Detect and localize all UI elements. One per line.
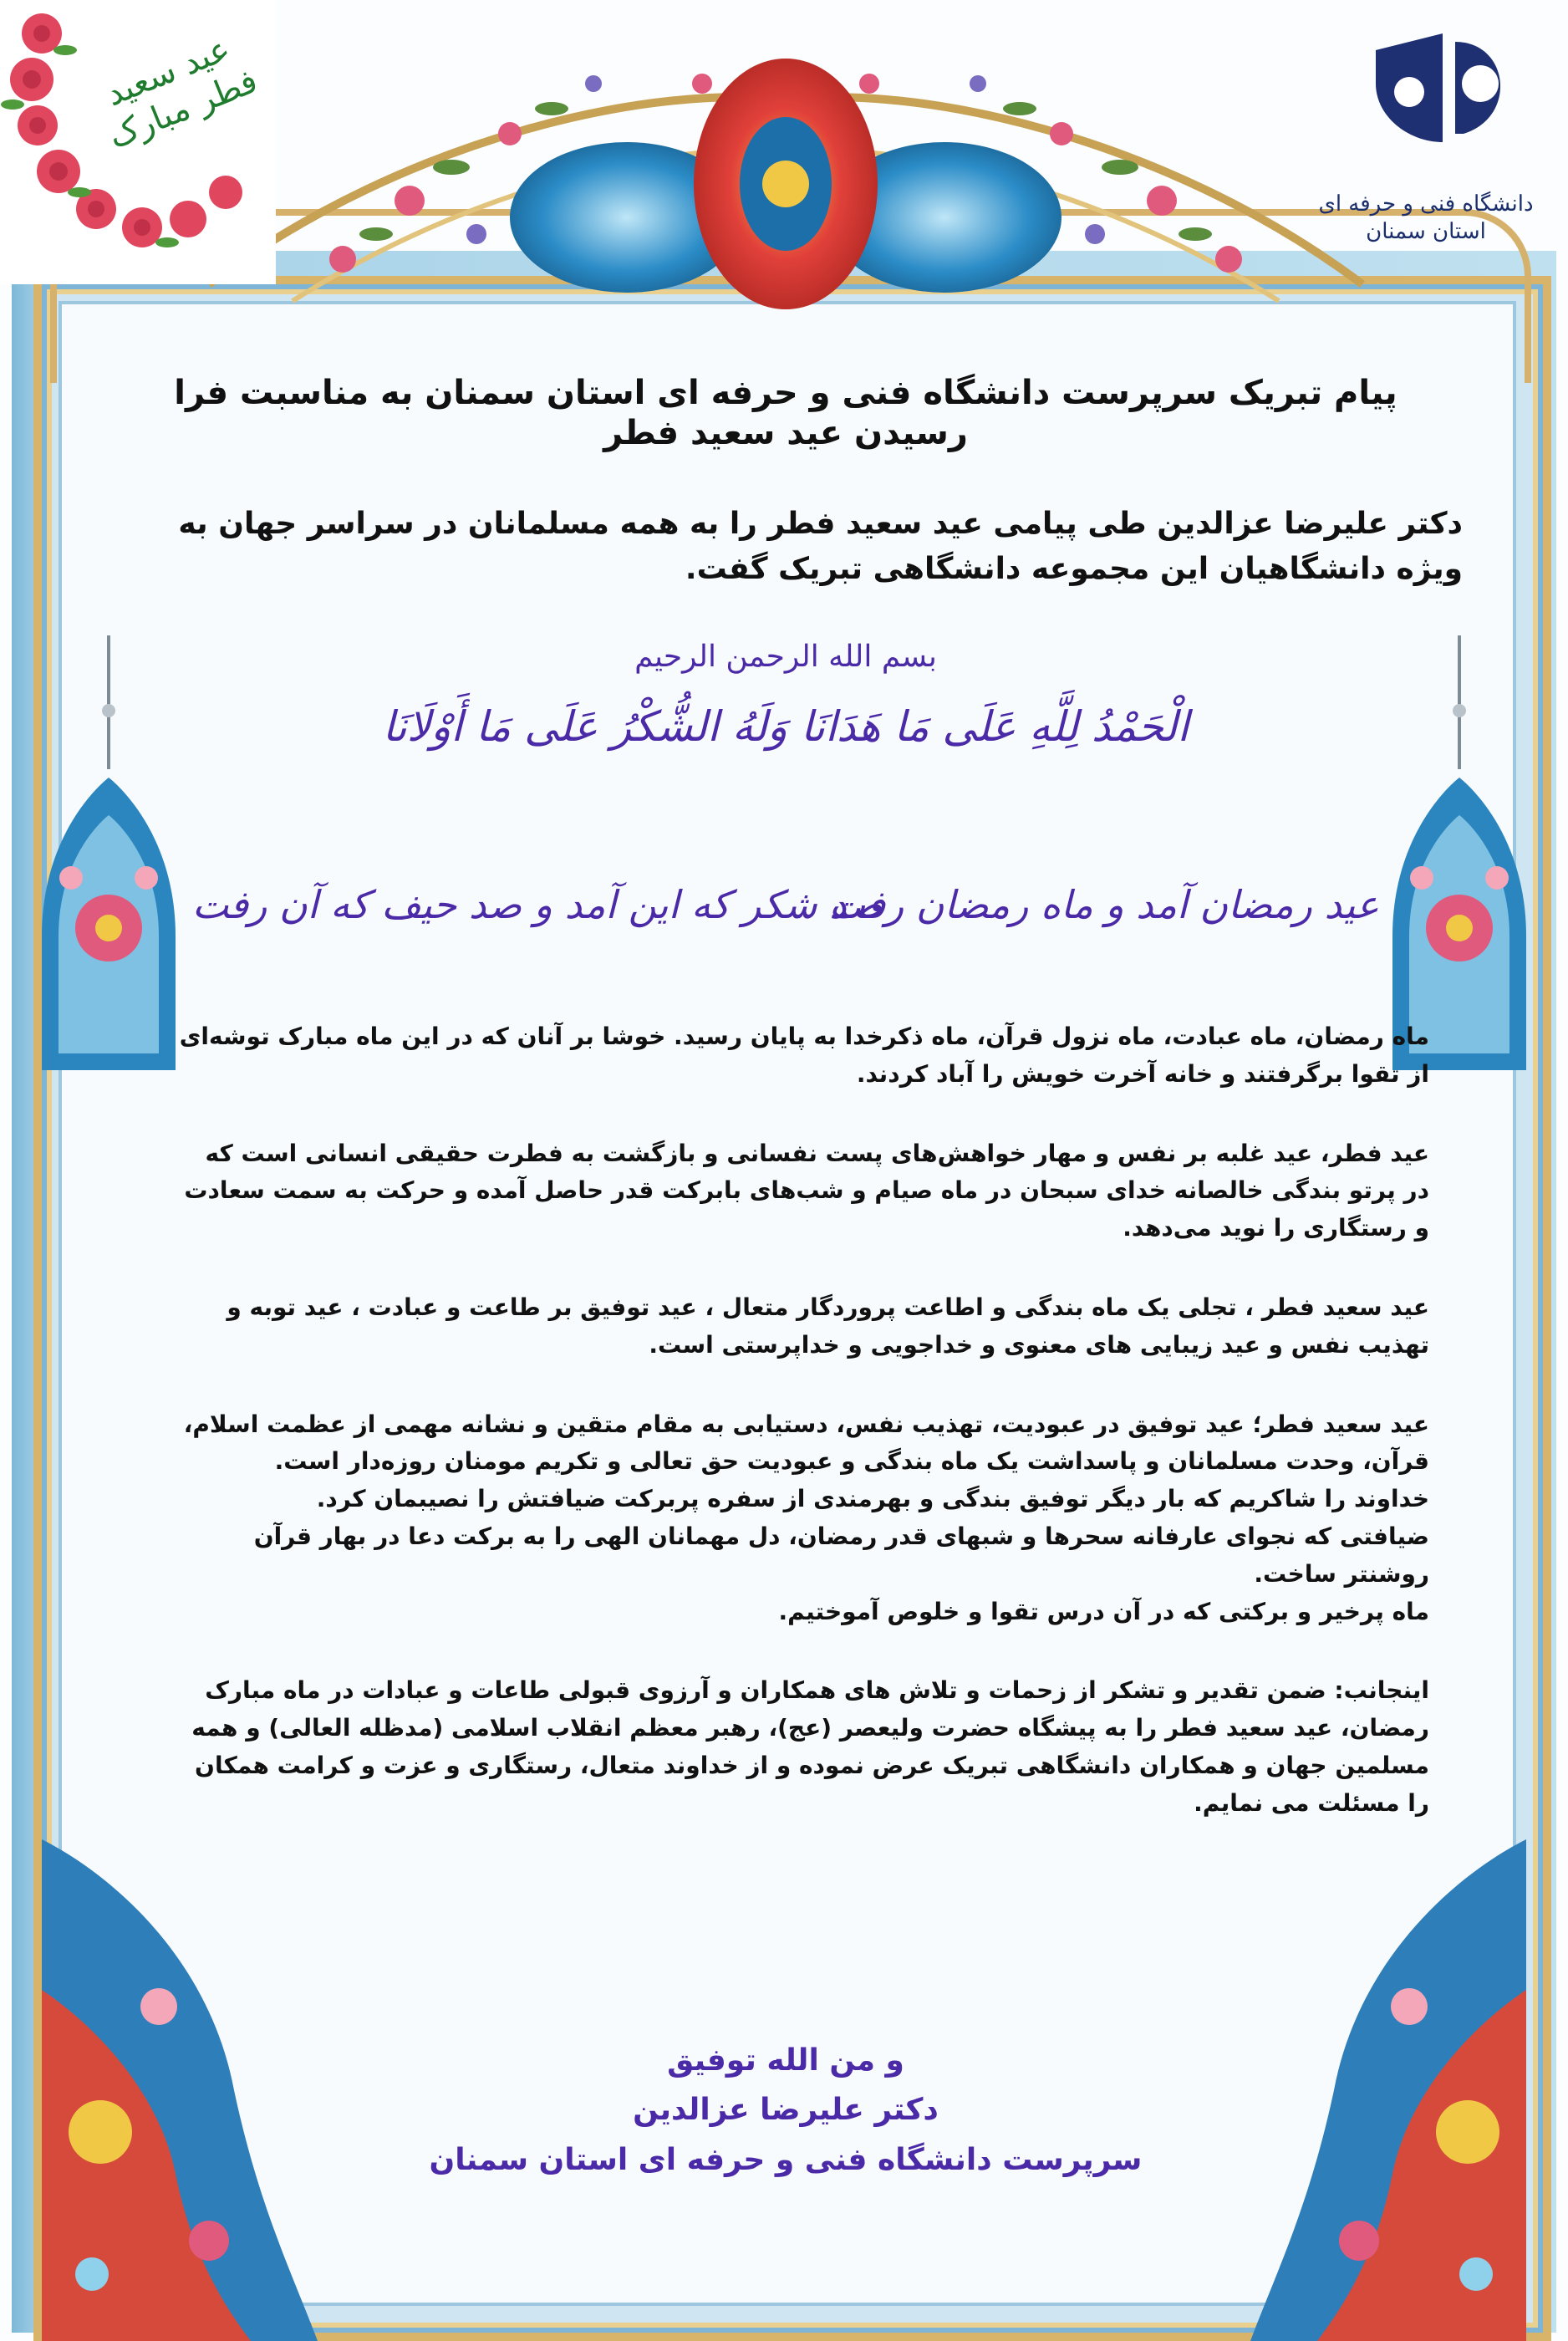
body-paragraph-1: ماه رمضان، ماه عبادت، ماه نزول قرآن، ماه ذکرخدا به پایان رسید. خوشا بر آنان که در این ماه مبارک توشه‌ای از تقوا برگرفتند و خانه آخرت خویش را آباد کردند. xyxy=(179,1023,1429,1088)
poem-hemistich-1: عید رمضان آمد و ماه رمضان رفت xyxy=(828,882,1379,927)
right-dome-ornament xyxy=(1384,635,1535,1070)
body-paragraph-4b: خداوند را شاکریم که بار دیگر توفیق بندگی و بهرمندی از سفره پربرکت ضیافتش را نصیبمان کرد. xyxy=(316,1485,1429,1513)
page-title: پیام تبریک سرپرست دانشگاه فنی و حرفه ای استان سمنان به مناسبت فرا رسیدن عید سعید فطر xyxy=(174,374,1397,452)
body-paragraph-4d: ماه پرخیر و برکتی که در آن درس تقوا و خلوص آموختیم. xyxy=(778,1597,1429,1625)
eid-greeting-badge xyxy=(0,0,276,284)
body-paragraph-3: عید سعید فطر ، تجلی یک ماه بندگی و اطاعت پروردگار متعال ، عید توفیق بر طاعت و عبادت ، عید توبه و تهذیب نفس و عید زیبایی های معنوی و خداجویی و خداپرستی است. xyxy=(227,1293,1429,1359)
university-name xyxy=(1317,191,1535,245)
closing-signature xyxy=(251,2036,1321,2185)
body-paragraph-4a: عید سعید فطر؛ عید توفیق در عبودیت، تهذیب نفس، دستیابی به مقام متقین و نشانه مهمی از عظمت اسلام، قرآن، وحدت مسلمانان و پاسداشت یک ماه بندگی و عبودیت حق تعالی و تکریم مومنان روزه‌دار است. xyxy=(183,1410,1429,1476)
message-body xyxy=(176,1018,1429,1864)
body-paragraph-4c: ضیافتی که نجوای عارفانه سحرها و شبهای قدر رمضان، دل مهمانان الهی را به برکت دعا در بهار قرآن روشنتر ساخت. xyxy=(253,1522,1429,1588)
poem-couplet xyxy=(192,882,1379,974)
university-emblem-icon xyxy=(1317,17,1535,184)
eid-greeting-text: عید سعید فطر مبارک xyxy=(100,29,263,156)
university-logo xyxy=(1317,17,1535,268)
basmala: بسم الله الرحمن الرحیم xyxy=(634,640,937,674)
left-dome-ornament xyxy=(33,635,184,1070)
university-name-line2: استان سمنان xyxy=(1366,218,1486,244)
closing-signatory-title: سرپرست دانشگاه فنی و حرفه ای استان سمنان xyxy=(429,2142,1143,2177)
top-floral-ornament xyxy=(159,33,1413,334)
closing-signatory-name: دکتر علیرضا عزالدین xyxy=(633,2093,939,2128)
university-name-line1: دانشگاه فنی و حرفه ای xyxy=(1318,191,1534,217)
body-paragraph-5: اینجانب: ضمن تقدیر و تشکر از زحمات و تلاش های همکاران و آرزوی قبولی طاعات و عبادات در ماه مبارک رمضان، عید سعید فطر را به پیشگاه حضرت ولیعصر (عج)، رهبر معظم انقلاب اسلامی (مدظله العالی) و همه مسلمین جهان و همکاران دانشگاهی تبریک عرض نموده و از خداوند متعال، رستگاری و عزت و کرامت همکان را مسئلت می نمایم. xyxy=(191,1676,1429,1817)
body-paragraph-2: عید فطر، عید غلبه بر نفس و مهار خواهش‌های پست نفسانی و بازگشت به فطرت حقیقی انسانی است که در پرتو بندگی خالصانه خدای سبحان در ماه صیام و شب‌های بابرکت قدر حاصل آمده و حرکت به سمت سعادت و رستگاری را نوید می‌دهد. xyxy=(184,1139,1429,1242)
closing-line-1: و من الله توفیق xyxy=(667,2043,904,2078)
quran-verse: الْحَمْدُ لِلَّهِ عَلَی مَا هَدَانَا وَلَهُ الشُّكْرُ عَلَی مَا أَوْلَانَا xyxy=(382,702,1189,751)
poem-hemistich-2: صد شکر که این آمد و صد حیف که آن رفت xyxy=(192,882,883,927)
intro-paragraph: دکتر علیرضا عزالدین طی پیامی عید سعید فطر را به همه مسلمانان در سراسر جهان به ویژه دانشگاهیان این مجموعه دانشگاهی تبریک گفت. xyxy=(178,507,1463,586)
